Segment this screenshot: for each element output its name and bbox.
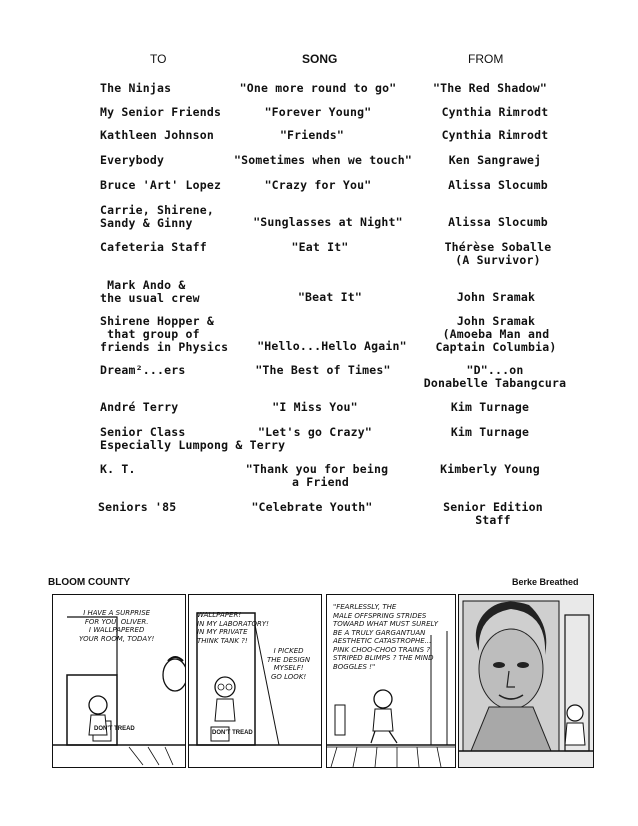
column-header-song: SONG (302, 52, 338, 66)
panel-2-sign: DON'T TREAD (212, 730, 253, 736)
to-cell: Carrie, Shirene, Sandy & Ginny (100, 203, 214, 230)
to-cell: Seniors '85 (98, 500, 177, 514)
to-cell: André Terry (100, 400, 179, 414)
song-cell: "Eat It" (291, 240, 349, 254)
to-cell: Cafeteria Staff (100, 240, 207, 254)
panel-4-art (459, 595, 593, 767)
song-cell: "I Miss You" (272, 400, 358, 414)
from-cell: Kimberly Young (440, 462, 540, 476)
to-cell: My Senior Friends (100, 105, 222, 119)
from-cell: John Sramak (456, 290, 536, 304)
from-cell: Ken Sangrawej (448, 153, 542, 167)
column-header-to: TO (150, 52, 167, 66)
song-cell: "Forever Young" (264, 105, 372, 119)
from-cell: "The Red Shadow" (433, 81, 547, 95)
to-cell: Dream²...ers (100, 363, 186, 377)
song-cell: "Let's go Crazy" (258, 425, 372, 439)
song-cell: "One more round to go" (239, 81, 397, 95)
from-cell: "D"...on Donabelle Tabangcura (423, 363, 567, 390)
comic-title: BLOOM COUNTY (48, 577, 131, 588)
to-cell: The Ninjas (100, 81, 172, 95)
from-cell: Alissa Slocumb (448, 215, 548, 229)
song-cell: "Friends" (279, 128, 345, 142)
from-cell: Kim Turnage (450, 400, 530, 414)
song-cell: "Celebrate Youth" (251, 500, 373, 514)
song-cell: "Hello...Hello Again" (257, 339, 407, 353)
from-cell: Cynthia Rimrodt (441, 128, 549, 142)
comic-panel-3 (326, 594, 456, 768)
song-cell: "Beat It" (297, 290, 363, 304)
to-cell: K. T. (100, 462, 136, 476)
panel-1-speech: I HAVE A SURPRISE FOR YOU, OLIVER. I WALLPAPERED YOUR ROOM, TODAY! (79, 609, 155, 643)
to-cell: Shirene Hopper & that group of friends in Physics (100, 314, 229, 354)
comic-panel-1 (52, 594, 186, 768)
panel-3-narration: "FEARLESSLY, THE MALE OFFSPRING STRIDES TOWARD WHAT MUST SURELY BE A TRULY GARGANTUAN AESTHETIC CATASTROPHE... PINK CHOO-CHOO TRAINS ? STRIPED BLIMPS ? THE MIND BOGGLES !" (333, 603, 439, 671)
to-cell: Everybody (100, 153, 165, 167)
panel-2-speech-b: I PICKED THE DESIGN MYSELF! GO LOOK! (267, 647, 311, 681)
song-cell: "Crazy for You" (264, 178, 372, 192)
column-header-from: FROM (468, 52, 504, 66)
song-cell: "The Best of Times" (255, 363, 391, 377)
to-cell: Senior Class Especially Lumpong & Terry (100, 425, 286, 452)
comic-panel-4 (458, 594, 594, 768)
to-cell: Kathleen Johnson (100, 128, 214, 142)
comic-author: Berke Breathed (512, 577, 579, 587)
panel-2-speech-a: WALLPAPER! IN MY LABORATORY! IN MY PRIVATE THINK TANK ?! (197, 611, 269, 645)
song-cell: "Sometimes when we touch" (233, 153, 413, 167)
panel-1-sign: DON'T TREAD (94, 726, 135, 732)
song-cell: "Thank you for being a Friend (245, 462, 389, 489)
to-cell: Bruce 'Art' Lopez (100, 178, 222, 192)
comic-panel-2 (188, 594, 322, 768)
from-cell: Thérèse Soballe (A Survivor) (444, 240, 552, 267)
song-cell: "Sunglasses at Night" (253, 215, 403, 229)
from-cell: Cynthia Rimrodt (441, 105, 549, 119)
from-cell: John Sramak (Amoeba Man and Captain Columbia) (435, 314, 557, 354)
from-cell: Senior Edition Staff (443, 500, 543, 527)
from-cell: Alissa Slocumb (448, 178, 548, 192)
to-cell: Mark Ando & the usual crew (100, 278, 200, 305)
from-cell: Kim Turnage (450, 425, 530, 439)
